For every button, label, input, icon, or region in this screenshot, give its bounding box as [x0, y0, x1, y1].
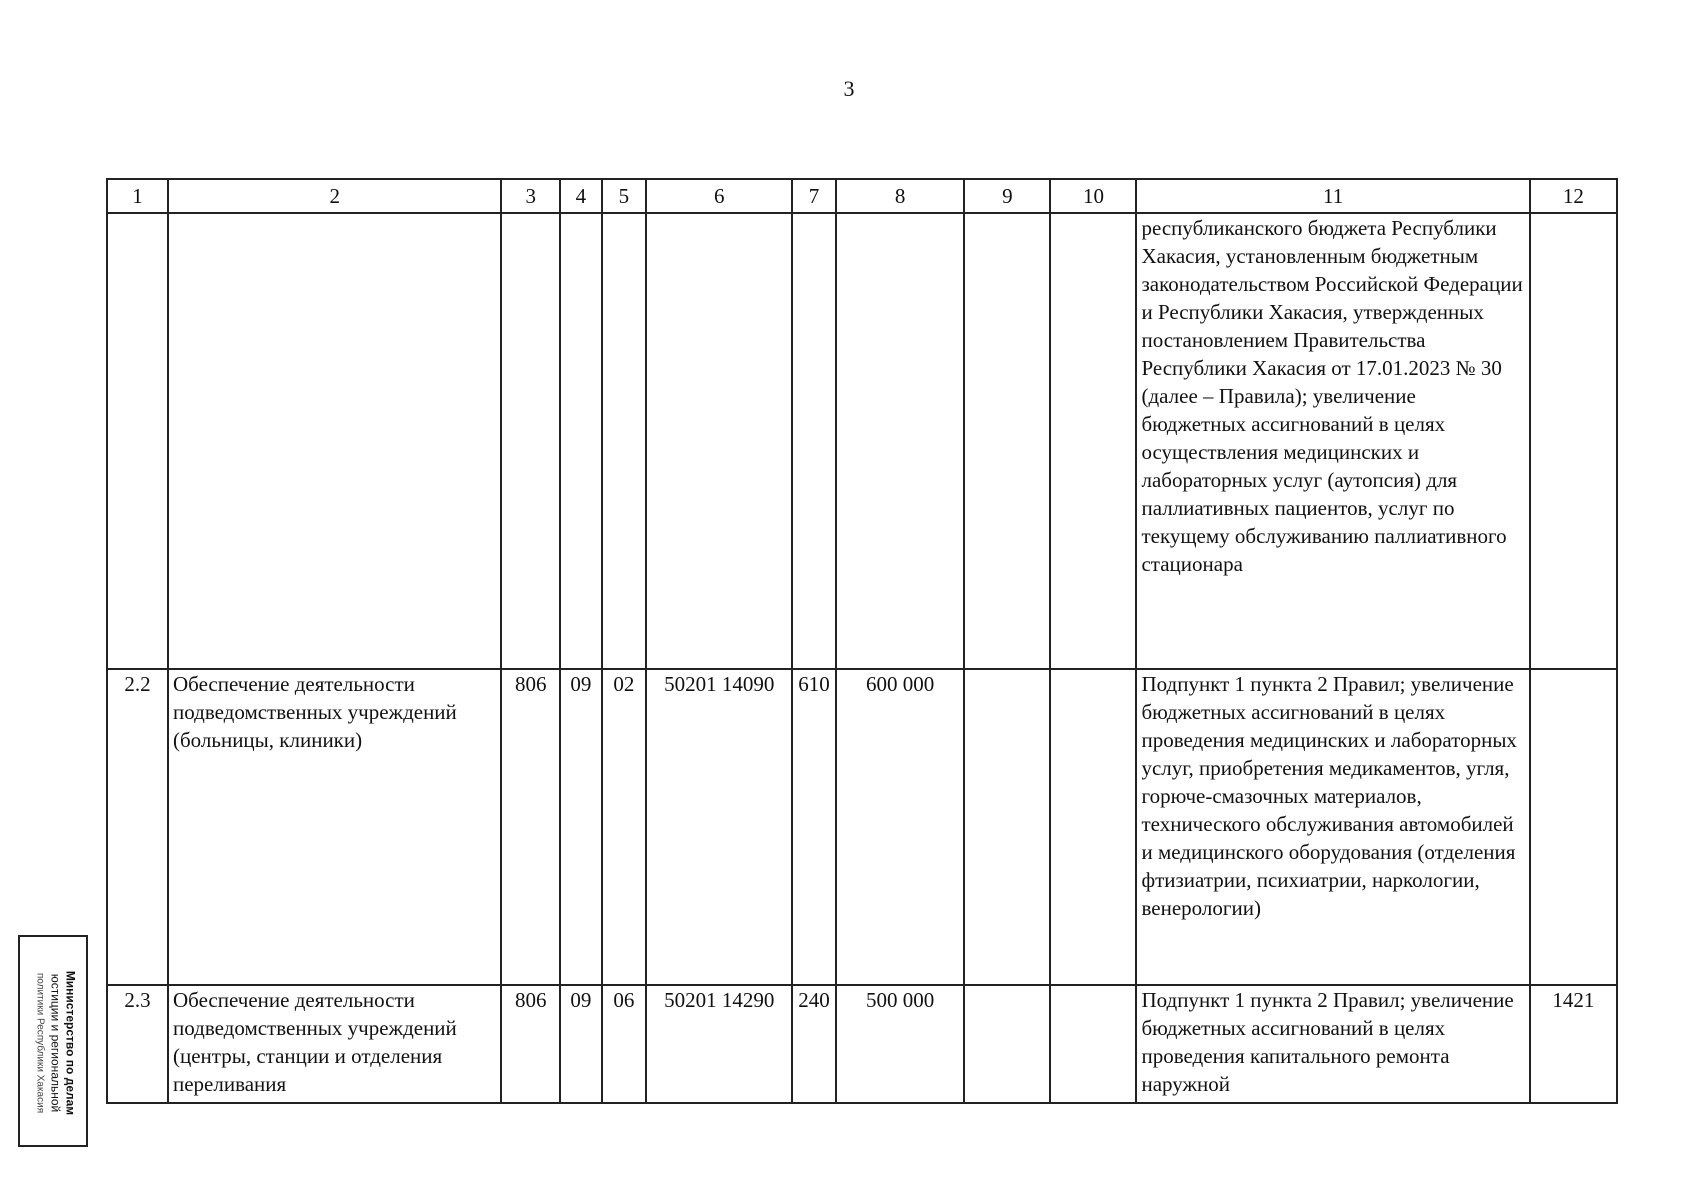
table-row [107, 985, 1617, 1103]
row-col9 [964, 669, 1050, 985]
header-cell: 12 [1530, 179, 1617, 213]
header-cell: 3 [501, 179, 560, 213]
header-row [107, 179, 1617, 213]
table-row-continuation [107, 213, 1617, 669]
row-col12 [1530, 669, 1617, 985]
row-name: Обеспечение деятельности подведомственных учреждений (центры, станции и отделения переливания [168, 985, 501, 1103]
stamp-line-1: Министерство по делам [63, 970, 78, 1116]
header-cell: 8 [836, 179, 965, 213]
row-subsection-code: 02 [602, 669, 647, 985]
row-col12: 1421 [1530, 985, 1617, 1103]
row-expense-type: 610 [792, 669, 836, 985]
row-subsection-code: 06 [602, 985, 647, 1103]
row-basis: Подпункт 1 пункта 2 Правил; увеличение бюджетных ассигнований в целях проведения капитального ремонта наружной [1136, 985, 1529, 1103]
stamp-line-3: политики Республики Хакасия [34, 972, 46, 1114]
continuation-text: республиканского бюджета Республики Хакасия, установленным бюджетным законодательством Российской Федерации и Республики Хакасия, утвержденных постановлением Правительства Республики Хакасия от 17.01.2023 № 30 (далее – Правила); увеличение бюджетных ассигнований в целях осуществления медицинских и лабораторных услуг (аутопсия) для паллиативных пациентов, услуг по текущему обслуживанию паллиативного стационара [1136, 213, 1529, 669]
row-expense-type: 240 [792, 985, 836, 1103]
header-cell: 9 [964, 179, 1050, 213]
row-col10 [1050, 985, 1136, 1103]
stamp-text [33, 940, 78, 1146]
row-target-code: 50201 14090 [646, 669, 792, 985]
row-ministry-code: 806 [501, 985, 560, 1103]
row-amount: 600 000 [836, 669, 965, 985]
row-ministry-code: 806 [501, 669, 560, 985]
row-target-code: 50201 14290 [646, 985, 792, 1103]
row-section-code: 09 [560, 985, 601, 1103]
row-number: 2.3 [107, 985, 168, 1103]
header-cell: 7 [792, 179, 836, 213]
row-section-code: 09 [560, 669, 601, 985]
row-col10 [1050, 669, 1136, 985]
header-cell: 6 [646, 179, 792, 213]
page-number: 3 [843, 76, 855, 101]
header-cell: 2 [168, 179, 501, 213]
header-cell: 4 [560, 179, 601, 213]
row-name: Обеспечение деятельности подведомственных учреждений (больницы, клиники) [168, 669, 501, 985]
stamp-line-2: юстиции и региональной [48, 973, 63, 1113]
header-cell: 1 [107, 179, 168, 213]
row-number: 2.2 [107, 669, 168, 985]
header-cell: 5 [602, 179, 647, 213]
ministry-stamp [18, 935, 88, 1147]
table-row [107, 669, 1617, 985]
row-col9 [964, 985, 1050, 1103]
row-basis: Подпункт 1 пункта 2 Правил; увеличение бюджетных ассигнований в целях проведения медицинских и лабораторных услуг, приобретения медикаментов, угля, горюче-смазочных материалов, технического обслуживания автомобилей и медицинского оборудования (отделения фтизиатрии, психиатрии, наркологии, венерологии) [1136, 669, 1529, 985]
budget-table [106, 178, 1618, 1104]
header-cell: 10 [1050, 179, 1136, 213]
row-amount: 500 000 [836, 985, 965, 1103]
header-cell: 11 [1136, 179, 1529, 213]
